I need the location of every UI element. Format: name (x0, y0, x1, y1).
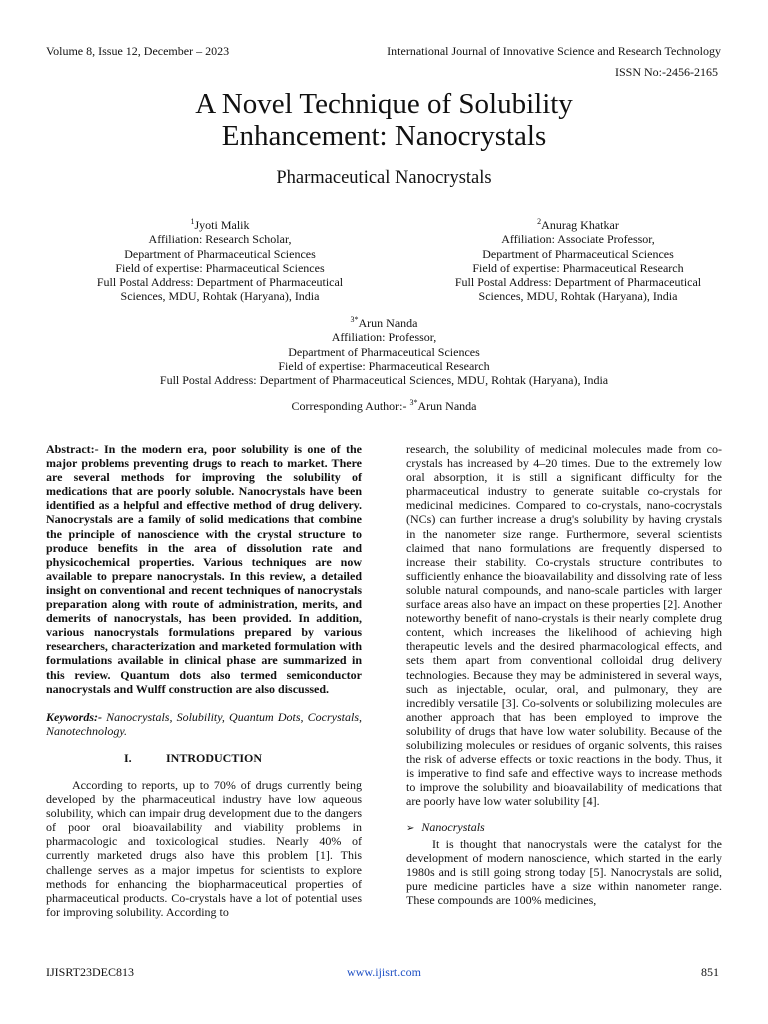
intro-paragraph: According to reports, up to 70% of drugs currently being developed by the pharmaceutical industry have low aqueous solubility, which can impair drug development due to the dangers of poor oral bioavailability and viability problems in pharmacologic and toxicological studies. Nearly 40% of currently marketed drugs also have this problem [1]. This challenge serves as a major impetus for scientists to explore methods for enhancing the biopharmaceutical properties of pharmaceutical products. Co-crystals have a lot of potential uses for improving solubility. According to (46, 777, 362, 919)
author-affiliation: Affiliation: Associate Professor, (501, 232, 655, 247)
volume-issue: Volume 8, Issue 12, December – 2023 (46, 44, 230, 58)
author-name: $^1$Jyoti Malik (190, 217, 250, 232)
author-address: Full Postal Address: Department of Pharmaceutical Sciences, MDU, Rohtak (Haryana), India (159, 373, 609, 388)
author-block-1 (70, 218, 370, 304)
corresponding-author: Corresponding Author:- $^{3*}$Arun Nanda (291, 398, 477, 413)
author-field: Field of expertise: Pharmaceutical Sciences (115, 260, 325, 275)
author-address: Full Postal Address: Department of Pharmaceutical (96, 275, 344, 290)
section-title: INTRODUCTION (166, 750, 263, 765)
title-line-2: Enhancement: Nanocrystals (221, 120, 547, 152)
issn: ISSN No:-2456-2165 (614, 65, 718, 79)
author-affiliation: Affiliation: Research Scholar, (148, 232, 292, 247)
left-column (46, 442, 362, 919)
right-column (406, 442, 722, 907)
author-name: $^2$Anurag Khatkar (537, 217, 619, 232)
nanocrystals-paragraph: It is thought that nanocrystals were the catalyst for the development of modern nanoscience, which started in the early 1980s and is still going strong today [5]. Nanocrystals are solid, pure medicine particles have a size within nanometer range. These compounds are 100% medicines, (406, 836, 722, 907)
section-heading (46, 751, 362, 765)
arrow-bullet-icon: ➢ (406, 823, 415, 835)
section-number: I. (124, 750, 132, 765)
author-name: $^{3*}$Arun Nanda (350, 315, 418, 330)
author-address: Sciences, MDU, Rohtak (Haryana), India (120, 289, 320, 304)
subsection-heading: ➢ Nanocrystals (406, 820, 485, 835)
body-paragraph: research, the solubility of medicinal molecules made from co-crystals has increased by 4–20 times. Due to the extremely low oral absorption, it is still a significant difficulty for the pharmaceutical industry to generate suitable co-crystals for medicinal medicines. Compared to co-crystals, nano-cocrystals (NCs) can further increase a drug's solubility by having crystals in the nanometer size range. Furthermore, several scientists claimed that nano formulations are frequently dispersed to increase their stability. Co-crystals structure contributes to sufficiently enhance the bioavailability and dissolving rate of less soluble natural compounds, and nano-scale particles with larger surface areas also have an impact on these properties [2]. Another noteworthy benefit of nano-crystals is their nearly complete drug content, which increases the likelihood of achieving high therapeutic levels and the desired pharmacological effects, and sets them apart from conventional colloidal drug delivery technologies. Because they may be administered in several ways, such as injectable, ocular, oral, and pulmonary, they are incredibly versatile [3]. Co-solvents or solubilizing molecules are another approach that has been employed to improve the solubility of drugs that have low water solubility. Because of the solubilizing molecules or residues of organic solvents, this raises the risk of adverse effects or toxic reactions in the body. Thus, it is imperative to find safe and effective ways to increase methods to improve the solubility and bioavailability of medications that are poorly have low water solubility [4]. (406, 442, 722, 809)
author-field: Field of expertise: Pharmaceutical Research (472, 260, 684, 275)
paper-id: IJISRT23DEC813 (46, 965, 134, 979)
author-block-3 (100, 316, 668, 387)
paper-title (0, 88, 768, 152)
author-address: Sciences, MDU, Rohtak (Haryana), India (478, 289, 678, 304)
page-number: 851 (701, 965, 719, 979)
author-address: Full Postal Address: Department of Pharmaceutical (454, 275, 702, 290)
title-line-1: A Novel Technique of Solubility (195, 88, 573, 120)
journal-url-link[interactable]: www.ijisrt.com (347, 965, 421, 979)
author-field: Field of expertise: Pharmaceutical Research (278, 358, 490, 373)
author-department: Department of Pharmaceutical Sciences (482, 246, 674, 261)
author-department: Department of Pharmaceutical Sciences (124, 246, 316, 261)
author-block-2 (428, 218, 728, 304)
abstract: Abstract:- In the modern era, poor solubility is one of the major problems preventing drugs to reach to market. There are several methods for improving the solubility of medications that are poorly soluble. Nanocrystals have been identified as a helpful and effective method of drug delivery. Nanocrystals are a family of solid medications that combine the principle of nanoscience with the crystal structure to produce benefits in the area of dissolution rate and physicochemical properties. Various techniques are now available to prepare nanocrystals. In this review, a detailed insight on conventional and recent techniques of nanocrystals preparation along with route of administration, merits, and demerits of nanocrystals, has been provided. In addition, various nanocrystals formulations prepared by various researchers, characterization and marketed formulation with formulations available in clinical phase are summarized in this review. Quantum dots also termed semiconductor nanocrystals and Wulff construction are also discussed. (46, 442, 362, 696)
author-department: Department of Pharmaceutical Sciences (288, 344, 480, 359)
journal-name: International Journal of Innovative Science and Research Technology (387, 44, 721, 58)
author-affiliation: Affiliation: Professor, (331, 330, 437, 345)
paper-subtitle: Pharmaceutical Nanocrystals (276, 168, 492, 188)
keywords: Keywords:- Nanocrystals, Solubility, Quantum Dots, Cocrystals, Nanotechnology. (46, 709, 362, 738)
